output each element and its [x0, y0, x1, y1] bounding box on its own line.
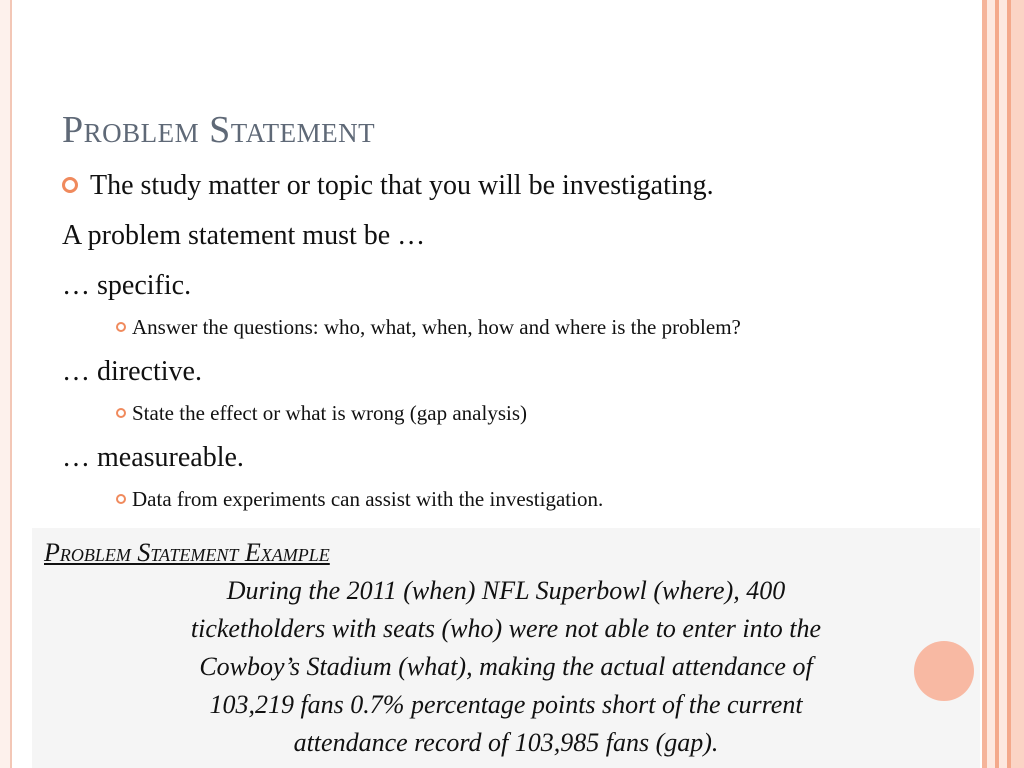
specific-line: … specific. — [62, 270, 192, 301]
hollow-circle-bullet-icon — [116, 494, 126, 504]
bullet-intro — [62, 170, 714, 202]
example-line: attendance record of 103,985 fans (gap). — [293, 728, 719, 757]
directive-sub-text: State the effect or what is wrong (gap analysis) — [132, 401, 527, 425]
slide-title: Problem Statement — [62, 109, 376, 151]
right-stripe-decoration — [999, 0, 1007, 768]
hollow-circle-bullet-icon — [116, 408, 126, 418]
example-line: ticketholders with seats (who) were not able to enter into the — [190, 614, 822, 643]
decorative-circle — [914, 641, 974, 701]
right-stripe-decoration — [987, 0, 995, 768]
measureable-sub-text: Data from experiments can assist with the investigation. — [132, 487, 604, 511]
measureable-line: … measureable. — [62, 442, 244, 473]
right-stripe-decoration — [1011, 0, 1024, 768]
hollow-circle-bullet-icon — [116, 322, 126, 332]
specific-sub-bullet — [116, 314, 741, 340]
measureable-sub-bullet — [116, 486, 603, 512]
example-body — [52, 572, 960, 762]
example-line: Cowboy’s Stadium (what), making the actual attendance of — [199, 652, 813, 681]
example-line: 103,219 fans 0.7% percentage points short of the current — [209, 690, 803, 719]
bullet-intro-text: The study matter or topic that you will be investigating. — [90, 170, 714, 201]
example-box — [32, 528, 980, 768]
example-line: During the 2011 (when) NFL Superbowl (where), 400 — [226, 576, 786, 605]
example-heading: Problem Statement Example — [44, 538, 330, 567]
directive-sub-bullet — [116, 400, 527, 426]
specific-sub-text: Answer the questions: who, what, when, how and where is the problem? — [132, 315, 741, 339]
must-be-line: A problem statement must be … — [62, 220, 426, 251]
directive-line: … directive. — [62, 356, 202, 387]
left-border-decoration — [0, 0, 12, 768]
hollow-circle-bullet-icon — [62, 177, 78, 193]
